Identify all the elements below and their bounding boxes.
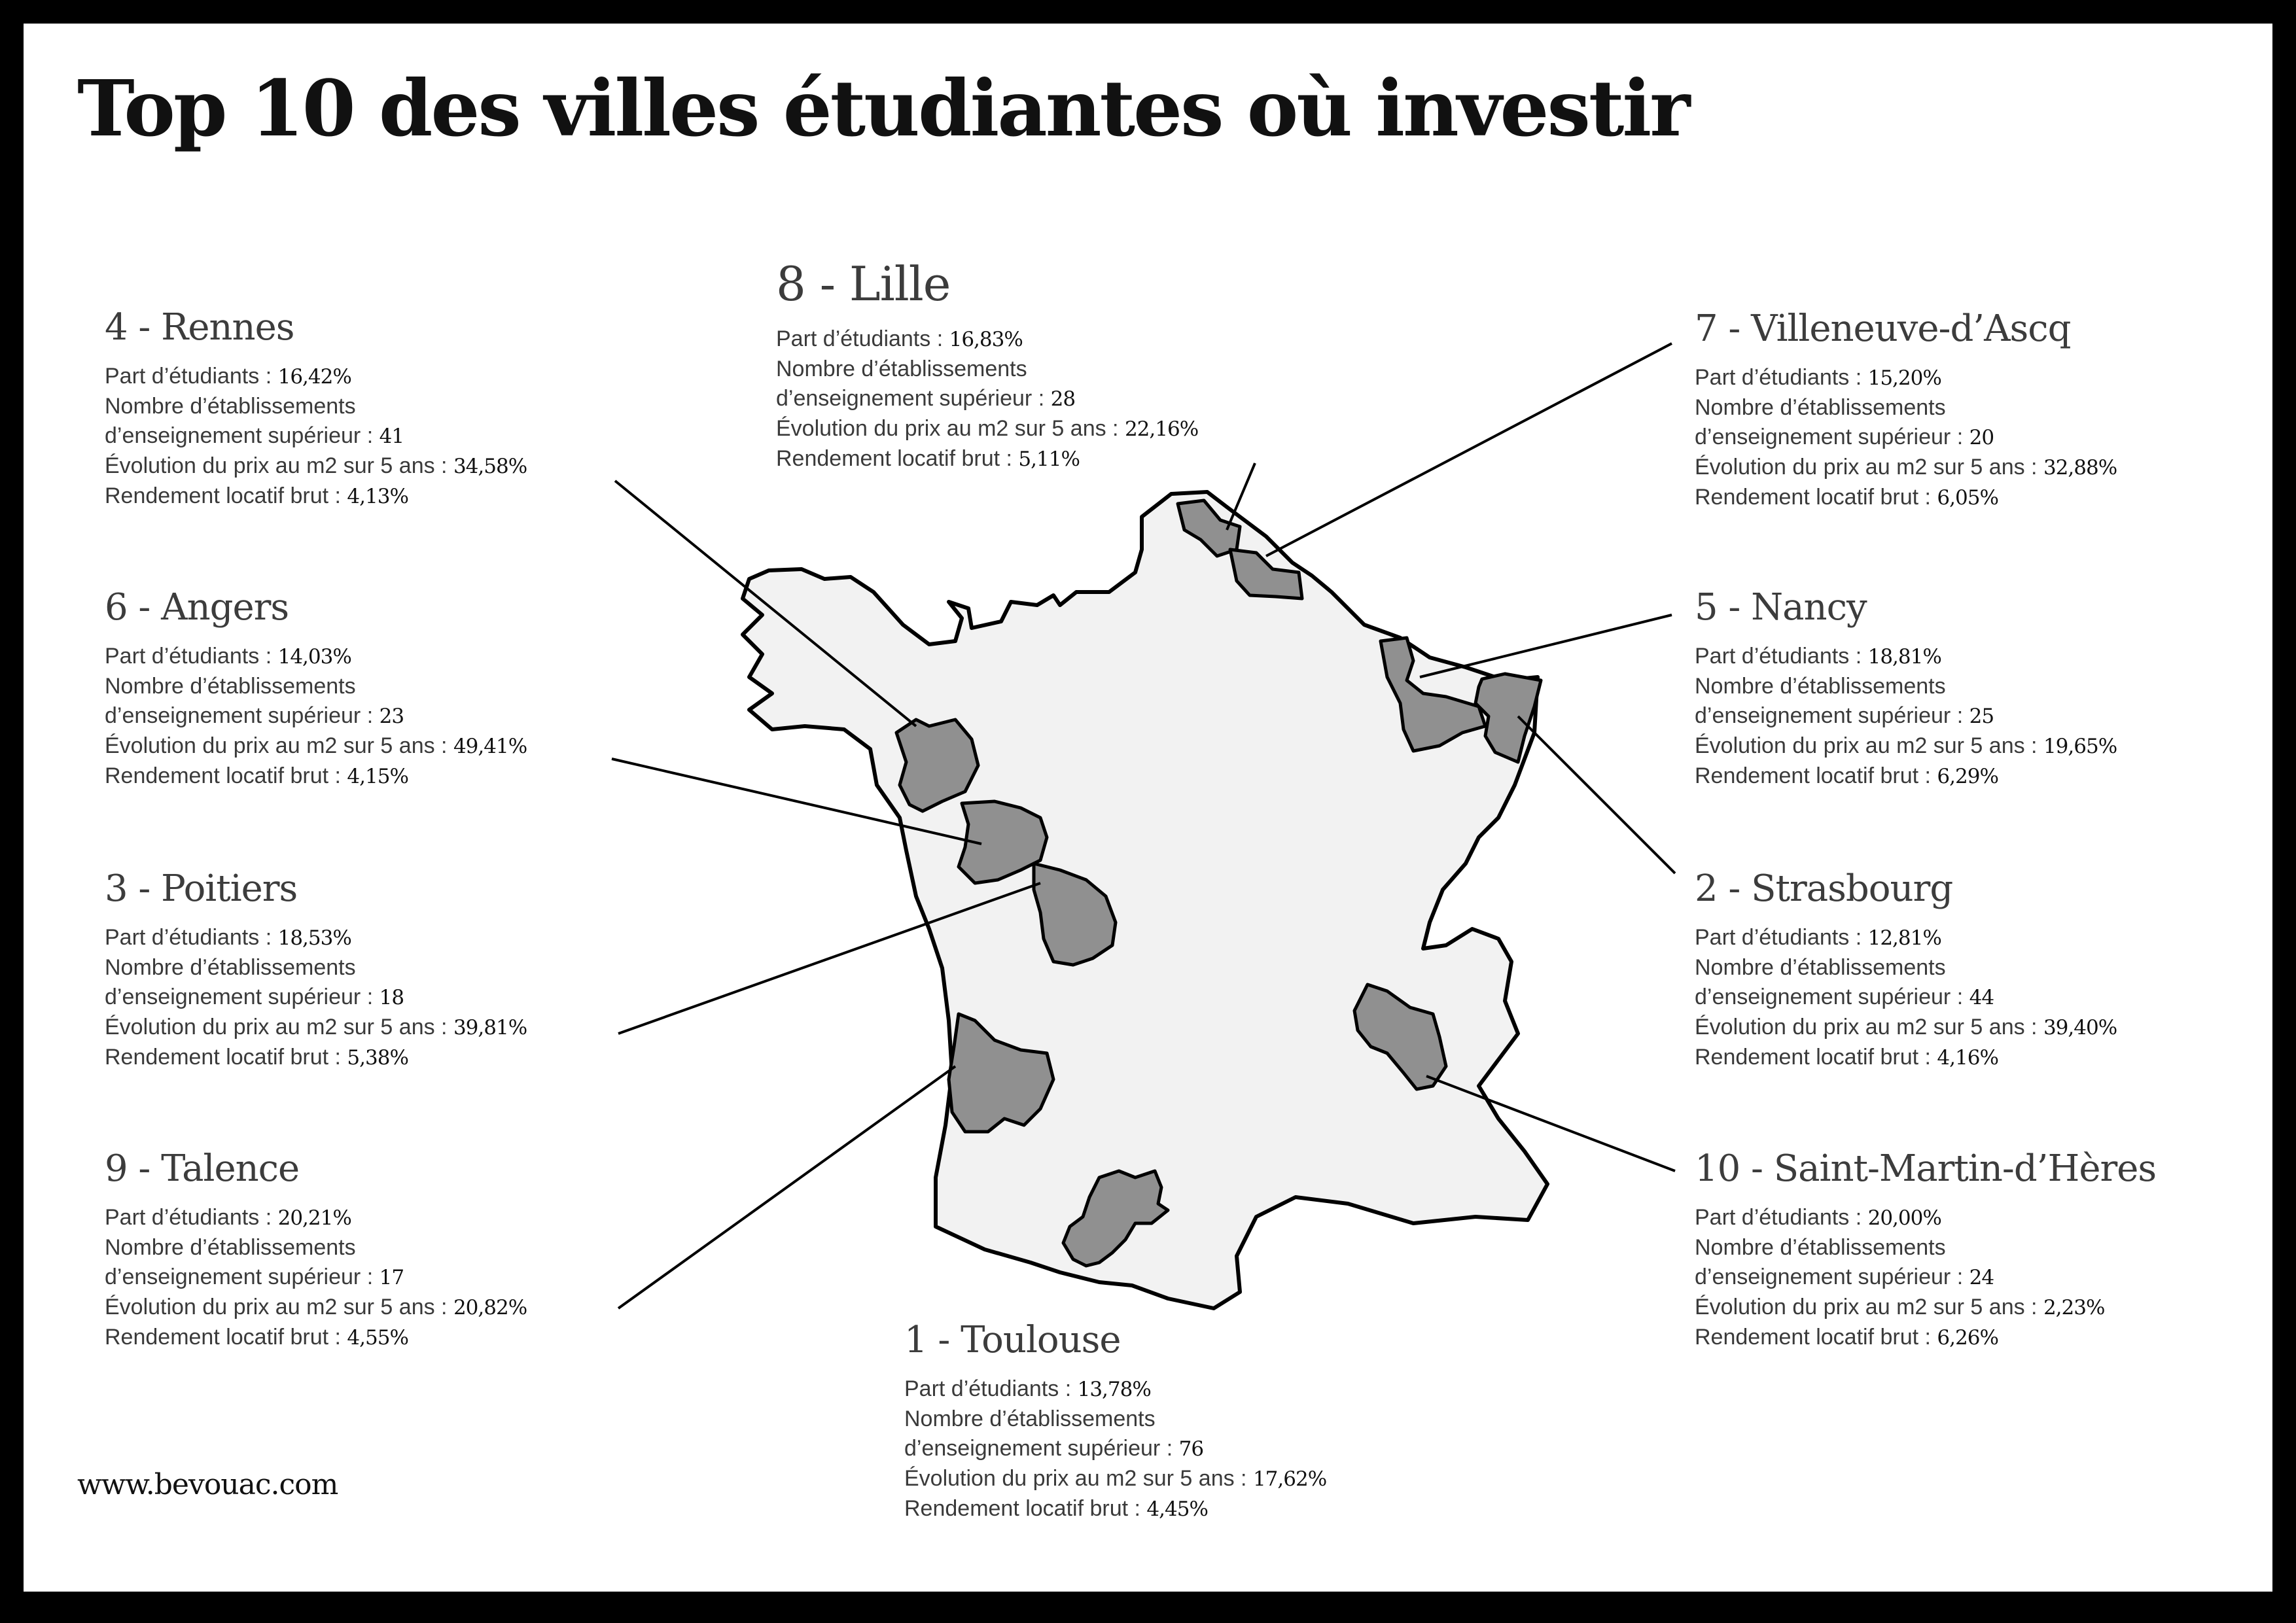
institutions-count: d’enseignement supérieur : 20 xyxy=(1695,425,1994,449)
rental-yield: Rendement locatif brut : 5,38% xyxy=(105,1045,408,1070)
city-name: 2 - Strasbourg xyxy=(1695,867,1953,910)
city-block-saint-martin-dheres xyxy=(1695,1147,2192,1353)
price-evolution: Évolution du prix au m2 sur 5 ans : 2,23% xyxy=(1695,1295,2105,1319)
rental-yield: Rendement locatif brut : 4,15% xyxy=(105,763,408,788)
price-evolution: Évolution du prix au m2 sur 5 ans : 32,88% xyxy=(1695,455,2117,480)
institutions-count: d’enseignement supérieur : 23 xyxy=(105,703,404,728)
city-name: 9 - Talence xyxy=(105,1147,300,1190)
institutions-count: d’enseignement supérieur : 28 xyxy=(776,386,1076,411)
institutions-label: Nombre d’établissements xyxy=(776,357,1027,381)
city-block-angers xyxy=(105,586,602,792)
student-share: Part d’étudiants : 18,53% xyxy=(105,925,351,950)
price-evolution: Évolution du prix au m2 sur 5 ans : 20,82% xyxy=(105,1295,527,1319)
city-block-villeneuve-dascq xyxy=(1695,307,2192,513)
student-share: Part d’étudiants : 14,03% xyxy=(105,644,351,669)
institutions-count: d’enseignement supérieur : 44 xyxy=(1695,985,1994,1009)
institutions-count: d’enseignement supérieur : 41 xyxy=(105,423,404,448)
connector-villeneuve-dascq xyxy=(1266,343,1672,556)
connector-strasbourg xyxy=(1518,716,1675,873)
student-share: Part d’étudiants : 18,81% xyxy=(1695,644,1941,669)
price-evolution: Évolution du prix au m2 sur 5 ans : 22,16% xyxy=(776,416,1199,441)
institutions-count: d’enseignement supérieur : 25 xyxy=(1695,703,1994,728)
rental-yield: Rendement locatif brut : 6,26% xyxy=(1695,1325,1998,1350)
student-share: Part d’étudiants : 15,20% xyxy=(1695,365,1941,390)
institutions-label: Nombre d’établissements xyxy=(105,394,356,419)
institutions-label: Nombre d’établissements xyxy=(1695,1235,1946,1260)
city-block-lille xyxy=(776,256,1273,474)
city-name: 7 - Villeneuve-d’Ascq xyxy=(1695,307,2071,350)
student-share: Part d’étudiants : 13,78% xyxy=(904,1376,1151,1401)
rental-yield: Rendement locatif brut : 4,13% xyxy=(105,483,408,508)
student-share: Part d’étudiants : 20,00% xyxy=(1695,1205,1941,1230)
connector-talence xyxy=(618,1066,955,1308)
city-name: 5 - Nancy xyxy=(1695,586,1867,629)
rental-yield: Rendement locatif brut : 5,11% xyxy=(776,446,1080,471)
city-block-strasbourg xyxy=(1695,867,2192,1073)
connector-nancy xyxy=(1420,615,1672,677)
institutions-label: Nombre d’établissements xyxy=(105,1235,356,1260)
price-evolution: Évolution du prix au m2 sur 5 ans : 39,40% xyxy=(1695,1015,2117,1039)
price-evolution: Évolution du prix au m2 sur 5 ans : 34,58% xyxy=(105,453,527,478)
institutions-label: Nombre d’établissements xyxy=(1695,395,1946,420)
student-share: Part d’étudiants : 16,83% xyxy=(776,326,1023,351)
institutions-count: d’enseignement supérieur : 76 xyxy=(904,1436,1204,1461)
city-name: 10 - Saint-Martin-d’Hères xyxy=(1695,1147,2157,1190)
city-name: 1 - Toulouse xyxy=(904,1319,1121,1361)
rental-yield: Rendement locatif brut : 4,55% xyxy=(105,1325,408,1350)
institutions-label: Nombre d’établissements xyxy=(105,955,356,980)
institutions-count: d’enseignement supérieur : 17 xyxy=(105,1265,404,1289)
city-name: 8 - Lille xyxy=(776,256,951,311)
city-name: 3 - Poitiers xyxy=(105,867,298,910)
institutions-label: Nombre d’établissements xyxy=(904,1406,1156,1431)
institutions-label: Nombre d’établissements xyxy=(105,674,356,699)
city-block-poitiers xyxy=(105,867,602,1073)
institutions-label: Nombre d’établissements xyxy=(1695,955,1946,980)
city-block-nancy xyxy=(1695,586,2192,792)
city-name: 4 - Rennes xyxy=(105,306,294,349)
city-block-rennes xyxy=(105,306,602,512)
city-block-talence xyxy=(105,1147,602,1353)
institutions-label: Nombre d’établissements xyxy=(1695,674,1946,699)
student-share: Part d’étudiants : 16,42% xyxy=(105,364,351,389)
price-evolution: Évolution du prix au m2 sur 5 ans : 17,62% xyxy=(904,1466,1327,1491)
rental-yield: Rendement locatif brut : 6,05% xyxy=(1695,485,1998,510)
rental-yield: Rendement locatif brut : 6,29% xyxy=(1695,763,1998,788)
city-name: 6 - Angers xyxy=(105,586,289,629)
price-evolution: Évolution du prix au m2 sur 5 ans : 39,81% xyxy=(105,1015,527,1039)
page-title: Top 10 des villes étudiantes où investir xyxy=(77,63,1689,154)
city-block-toulouse xyxy=(904,1319,1402,1524)
student-share: Part d’étudiants : 12,81% xyxy=(1695,925,1941,950)
student-share: Part d’étudiants : 20,21% xyxy=(105,1205,351,1230)
rental-yield: Rendement locatif brut : 4,16% xyxy=(1695,1045,1998,1070)
price-evolution: Évolution du prix au m2 sur 5 ans : 49,41% xyxy=(105,733,527,758)
price-evolution: Évolution du prix au m2 sur 5 ans : 19,65% xyxy=(1695,733,2117,758)
institutions-count: d’enseignement supérieur : 18 xyxy=(105,985,404,1009)
rental-yield: Rendement locatif brut : 4,45% xyxy=(904,1496,1208,1521)
institutions-count: d’enseignement supérieur : 24 xyxy=(1695,1265,1994,1289)
website-url: www.bevouac.com xyxy=(77,1468,338,1501)
